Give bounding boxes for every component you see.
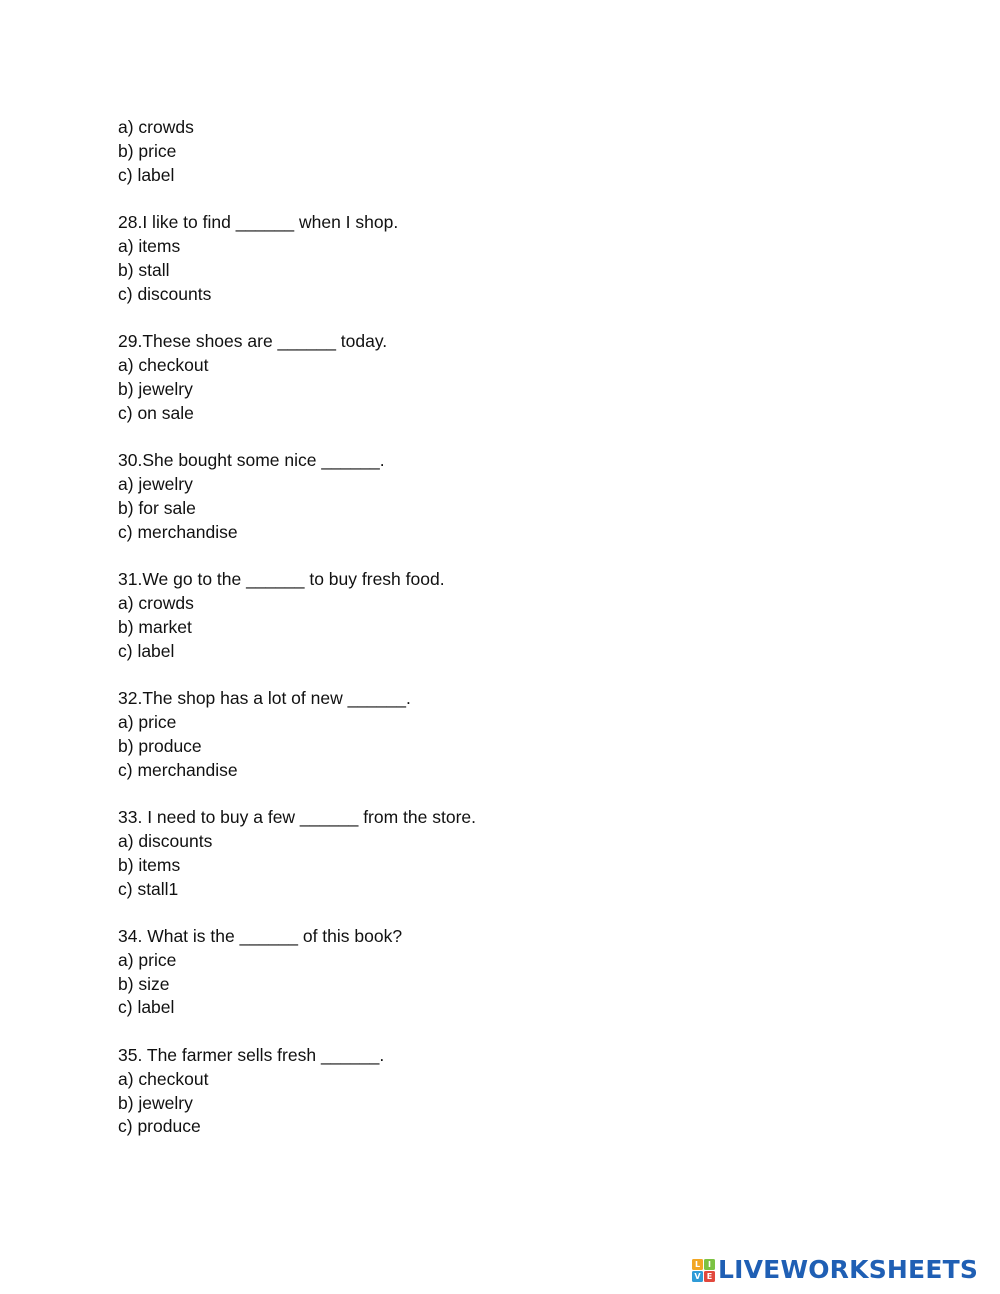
worksheet-content [118, 116, 918, 1163]
question-33 [118, 806, 918, 901]
option-a: a) crowds [118, 592, 194, 613]
question-prompt: 33. I need to buy a few ______ from the store. [118, 807, 477, 828]
option-c: c) discounts [118, 283, 212, 304]
option-b: b) jewelry [118, 378, 193, 399]
question-34 [118, 925, 918, 1020]
option-a: a) crowds [118, 117, 194, 137]
question-prompt: 30.She bought some nice ______. [118, 450, 385, 471]
option-a: a) checkout [118, 354, 209, 375]
question-31 [118, 568, 918, 663]
question-27-options [118, 116, 918, 187]
option-a: a) checkout [118, 1068, 209, 1089]
logo-tile-v: V [692, 1271, 703, 1282]
question-30 [118, 449, 918, 544]
option-c: c) label [118, 164, 175, 185]
option-b: b) produce [118, 735, 202, 756]
question-28 [118, 211, 918, 306]
question-32 [118, 687, 918, 782]
option-a: a) discounts [118, 830, 213, 851]
question-prompt: 35. The farmer sells fresh ______. [118, 1045, 385, 1066]
option-a: a) items [118, 235, 181, 256]
option-c: c) merchandise [118, 521, 238, 542]
option-b: b) price [118, 140, 177, 161]
option-c: c) stall1 [118, 878, 179, 899]
option-c: c) produce [118, 1116, 201, 1137]
question-prompt: 29.These shoes are ______ today. [118, 331, 388, 352]
option-c: c) merchandise [118, 759, 238, 780]
option-b: b) jewelry [118, 1092, 193, 1113]
question-prompt: 31.We go to the ______ to buy fresh food. [118, 569, 445, 590]
question-prompt: 28.I like to find ______ when I shop. [118, 212, 399, 233]
option-b: b) size [118, 973, 170, 994]
option-c: c) label [118, 997, 175, 1018]
option-a: a) price [118, 949, 177, 970]
liveworksheets-logo [692, 1254, 978, 1286]
question-prompt: 34. What is the ______ of this book? [118, 926, 403, 947]
question-35 [118, 1044, 918, 1139]
brand-name: LIVEWORKSHEETS [718, 1255, 979, 1284]
option-a: a) price [118, 711, 177, 732]
liveworksheets-icon [692, 1259, 715, 1282]
question-29 [118, 330, 918, 425]
option-b: b) market [118, 616, 192, 637]
option-b: b) for sale [118, 497, 196, 518]
logo-tile-i: I [704, 1259, 715, 1270]
logo-tile-l: L [692, 1259, 703, 1270]
option-c: c) on sale [118, 402, 194, 423]
logo-tile-e: E [704, 1271, 715, 1282]
option-c: c) label [118, 640, 175, 661]
option-a: a) jewelry [118, 473, 193, 494]
option-b: b) items [118, 854, 181, 875]
question-prompt: 32.The shop has a lot of new ______. [118, 688, 411, 709]
option-b: b) stall [118, 259, 170, 280]
